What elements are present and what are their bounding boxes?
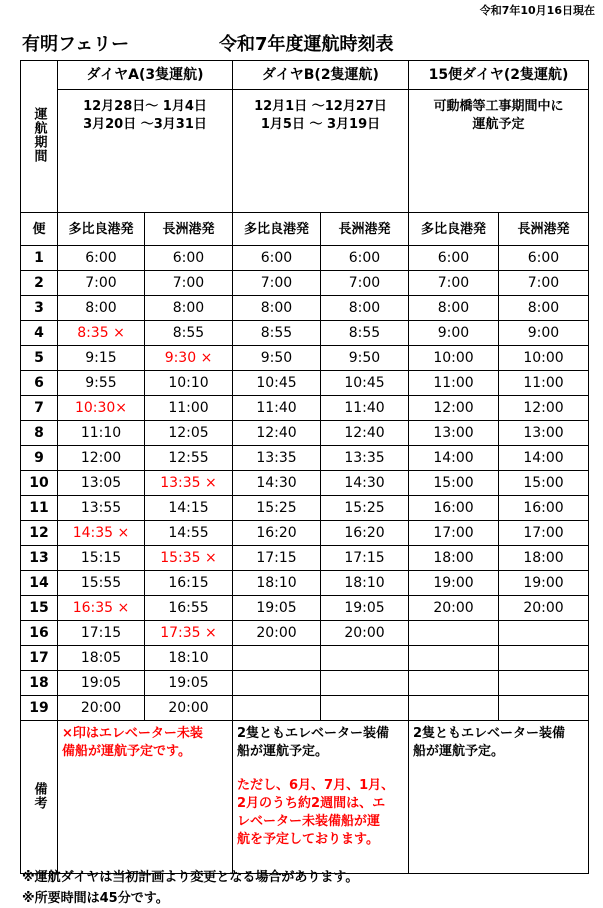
departure-time [233,646,321,671]
departure-time: 18:10 [233,571,321,596]
departure-time: 16:35 × [58,596,145,621]
departure-time: 18:00 [409,546,499,571]
table-row [21,246,589,271]
schedule-a-header: ダイヤA(3隻運航) [58,61,233,90]
departure-time [409,671,499,696]
timetable [20,60,589,874]
bin-number: 2 [21,271,58,296]
departure-time: 6:00 [499,246,589,271]
bin-number: 18 [21,671,58,696]
departure-time: 18:10 [321,571,409,596]
bin-number: 5 [21,346,58,371]
departure-time: 15:35 × [145,546,233,571]
departure-time: 13:35 [321,446,409,471]
port-header: 多比良港発 [58,213,145,246]
departure-time: 15:55 [58,571,145,596]
table-row [21,671,589,696]
table-row [21,546,589,571]
departure-time: 8:00 [321,296,409,321]
table-row [21,296,589,321]
departure-time: 18:05 [58,646,145,671]
departure-time [321,646,409,671]
port-header: 長洲港発 [499,213,589,246]
departure-time: 7:00 [409,271,499,296]
departure-time: 12:05 [145,421,233,446]
departure-time: 7:00 [58,271,145,296]
departure-time: 6:00 [409,246,499,271]
table-row [21,371,589,396]
port-header: 長洲港発 [145,213,233,246]
departure-time: 8:35 × [58,321,145,346]
departure-time [499,696,589,721]
period-label: 運航期間 [21,61,58,213]
departure-time: 6:00 [233,246,321,271]
departure-time: 9:50 [321,346,409,371]
departure-time: 8:00 [499,296,589,321]
departure-time: 17:00 [499,521,589,546]
departure-time: 7:00 [499,271,589,296]
departure-time: 19:00 [499,571,589,596]
departure-time: 9:15 [58,346,145,371]
bin-number: 4 [21,321,58,346]
departure-time: 17:15 [321,546,409,571]
departure-time: 14:30 [233,471,321,496]
table-row [21,646,589,671]
departure-time: 7:00 [145,271,233,296]
bin-number: 1 [21,246,58,271]
schedule-15-period: 可動橋等工事期間中に 運航予定 [409,90,589,213]
departure-time: 17:35 × [145,621,233,646]
table-row [21,396,589,421]
departure-time: 8:00 [58,296,145,321]
departure-time: 8:00 [145,296,233,321]
bin-number: 3 [21,296,58,321]
departure-time: 9:50 [233,346,321,371]
departure-time [321,671,409,696]
departure-time: 8:00 [409,296,499,321]
departure-time: 18:00 [499,546,589,571]
departure-time: 8:00 [233,296,321,321]
bin-number: 7 [21,396,58,421]
departure-time: 18:10 [145,646,233,671]
schedule-15-notes: 2隻ともエレベーター装備 船が運航予定。 [409,721,589,874]
departure-time: 20:00 [58,696,145,721]
schedule-b-period: 12月1日 ～12月27日 1月5日 ～ 3月19日 [233,90,409,213]
table-row [21,346,589,371]
schedule-b-notes: 2隻ともエレベーター装備 船が運航予定。 ただし、6月、7月、1月、 2月のうち約2週間は、エ レベーター未装備船が運 航を予定しております。 [233,721,409,874]
departure-time: 14:55 [145,521,233,546]
departure-time [499,621,589,646]
departure-time: 16:20 [233,521,321,546]
departure-time: 20:00 [409,596,499,621]
bin-number: 16 [21,621,58,646]
departure-time [499,646,589,671]
port-header: 多比良港発 [233,213,321,246]
bin-number: 8 [21,421,58,446]
bin-number: 14 [21,571,58,596]
bin-number: 19 [21,696,58,721]
departure-time: 15:25 [233,496,321,521]
departure-time: 8:55 [145,321,233,346]
departure-time: 11:00 [499,371,589,396]
departure-time: 20:00 [499,596,589,621]
departure-time [409,621,499,646]
departure-time: 11:40 [233,396,321,421]
departure-time: 10:00 [409,346,499,371]
departure-time: 11:40 [321,396,409,421]
notes-label: 備考 [21,721,58,874]
departure-time: 10:30× [58,396,145,421]
table-row [21,446,589,471]
departure-time: 12:55 [145,446,233,471]
table-row [21,621,589,646]
departure-time [233,696,321,721]
departure-time: 10:45 [321,371,409,396]
schedule-15-header: 15便ダイヤ(2隻運航) [409,61,589,90]
footer-note: ※所要時間は45分です。 [22,891,169,906]
departure-time: 8:55 [233,321,321,346]
departure-time: 17:15 [58,621,145,646]
departure-time: 14:00 [409,446,499,471]
table-row [21,471,589,496]
departure-time: 20:00 [233,621,321,646]
departure-time: 13:55 [58,496,145,521]
departure-time [233,671,321,696]
departure-time: 11:00 [145,396,233,421]
departure-time: 6:00 [58,246,145,271]
bin-number: 6 [21,371,58,396]
departure-time [321,696,409,721]
departure-time: 17:15 [233,546,321,571]
departure-time: 12:40 [321,421,409,446]
departure-time: 16:55 [145,596,233,621]
bin-label: 便 [21,213,58,246]
departure-time: 9:30 × [145,346,233,371]
departure-time: 12:40 [233,421,321,446]
departure-time: 13:35 × [145,471,233,496]
departure-time: 12:00 [499,396,589,421]
departure-time: 15:25 [321,496,409,521]
departure-time: 9:00 [409,321,499,346]
departure-time: 9:55 [58,371,145,396]
company-name: 有明フェリー [22,34,130,55]
departure-time [409,696,499,721]
departure-time: 14:00 [499,446,589,471]
departure-time: 9:00 [499,321,589,346]
departure-time: 19:00 [409,571,499,596]
departure-time: 13:35 [233,446,321,471]
table-row [21,596,589,621]
bin-number: 17 [21,646,58,671]
table-row [21,271,589,296]
departure-time: 7:00 [321,271,409,296]
departure-time: 19:05 [321,596,409,621]
departure-time: 19:05 [58,671,145,696]
departure-time: 7:00 [233,271,321,296]
departure-time: 12:00 [409,396,499,421]
departure-time: 11:00 [409,371,499,396]
departure-time: 11:10 [58,421,145,446]
departure-time: 14:30 [321,471,409,496]
port-header: 長洲港発 [321,213,409,246]
departure-time: 8:55 [321,321,409,346]
bin-number: 12 [21,521,58,546]
departure-time [409,646,499,671]
bin-number: 13 [21,546,58,571]
departure-time: 16:00 [499,496,589,521]
departure-time: 19:05 [145,671,233,696]
departure-time: 13:00 [409,421,499,446]
departure-time: 6:00 [145,246,233,271]
departure-time: 12:00 [58,446,145,471]
departure-time: 15:00 [409,471,499,496]
departure-time: 16:15 [145,571,233,596]
departure-time: 13:00 [499,421,589,446]
schedule-a-period: 12月28日～ 1月4日 3月20日 ～3月31日 [58,90,233,213]
departure-time: 10:00 [499,346,589,371]
departure-time: 6:00 [321,246,409,271]
table-row [21,696,589,721]
departure-time: 20:00 [145,696,233,721]
bin-number: 9 [21,446,58,471]
footer-note: ※運航ダイヤは当初計画より変更となる場合があります。 [22,870,359,885]
departure-time: 16:20 [321,521,409,546]
departure-time: 17:00 [409,521,499,546]
table-row [21,571,589,596]
table-row [21,496,589,521]
bin-number: 15 [21,596,58,621]
as-of-date: 令和7年10月16日現在 [479,4,595,17]
departure-time: 14:15 [145,496,233,521]
departure-time: 13:05 [58,471,145,496]
schedule-b-header: ダイヤB(2隻運航) [233,61,409,90]
departure-time [499,671,589,696]
table-row [21,321,589,346]
departure-time: 15:00 [499,471,589,496]
departure-time: 10:10 [145,371,233,396]
bin-number: 10 [21,471,58,496]
departure-time: 16:00 [409,496,499,521]
departure-time: 15:15 [58,546,145,571]
port-header: 多比良港発 [409,213,499,246]
departure-time: 19:05 [233,596,321,621]
departure-time: 10:45 [233,371,321,396]
table-row [21,521,589,546]
departure-time: 14:35 × [58,521,145,546]
table-row [21,421,589,446]
departure-time: 20:00 [321,621,409,646]
bin-number: 11 [21,496,58,521]
schedule-a-notes: ×印はエレベーター未装 備船が運航予定です。 [58,721,233,874]
page-title: 令和7年度運航時刻表 [219,34,394,55]
